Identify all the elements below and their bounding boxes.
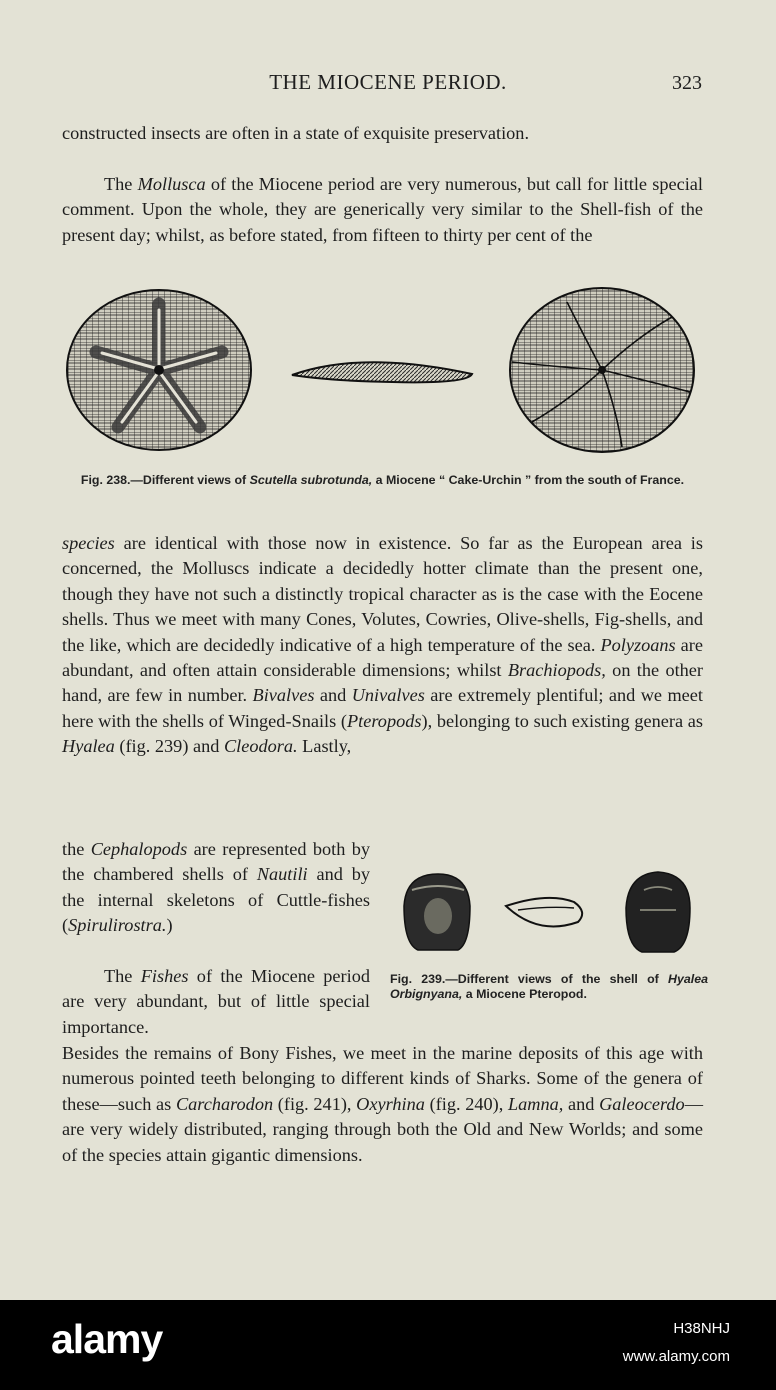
figure-238-scutella-views (62, 282, 707, 462)
alamy-logo: alamy (51, 1316, 163, 1362)
figure-239-caption: Fig. 239.—Different views of the shell of Hyalea Orbignyana, a Miocene Pteropod. (390, 972, 708, 1001)
paragraph-sharks: Besides the remains of Bony Fishes, we meet in the marine deposits of this age with numerous pointed teeth belonging to different kinds of Sharks. Some of the genera of these—such as Carcharodon (fig. 241), Oxyrhina (fig. 240), Lamna, and Galeocerdo—are very widely distributed, ranging through both the Old and New Worlds; and some of the species attain gigantic dimensions. (62, 1043, 703, 1165)
figure-238-caption: Fig. 238.—Different views of Scutella subrotunda, a Miocene “ Cake-Urchin ” from the south of France. (80, 473, 685, 487)
paragraph-fishes: The Fishes of the Miocene period are very abundant, but of little special importance. (62, 966, 370, 1037)
hyalea-side-view (506, 898, 582, 927)
paragraph-cephalopods: the Cephalopods are represented both by the chambered shells of Nautili and by the internal skeletons of Cuttle-fishes (Spirulirostra.) (62, 839, 370, 936)
paragraph-insects: constructed insects are often in a state of exquisite preservation. (62, 123, 530, 143)
page-number: 323 (672, 72, 702, 94)
watermark-url: www.alamy.com (622, 1348, 730, 1365)
scutella-bottom-view (510, 288, 694, 452)
paragraph-species: species are identical with those now in existence. So far as the European area is concerned, the Molluscs indicate a decidedly hotter climate than the present one, though they have not such a distinctly tropical character as is the case with the Eocene shells. Thus we meet with many Cones, Volutes, Cowries, Olive-shells, Fig-shells, and the like, which are decidedly indicative of a high temperature of the sea. Polyzoans are abundant, and often attain considerable dimensions; whilst Brachiopods, on the other hand, are few in number. Bivalves and Univalves are extremely plentiful; and we meet here with the shells of Winged-Snails (Pteropods), belonging to such existing genera as Hyalea (fig. 239) and Cleodora. Lastly, (62, 533, 704, 757)
image-id: H38NHJ (673, 1320, 730, 1337)
figure-239-hyalea-views (398, 866, 708, 958)
paragraph-mollusca: The Mollusca of the Miocene period are very numerous, but call for little special comment. Upon the whole, they are generically very similar to the Shell-fish of the present day; whilst, as before stated, from fifteen to thirty per cent of the (62, 174, 703, 245)
scutella-side-view (292, 362, 472, 382)
hyalea-front-view (404, 874, 470, 950)
running-header: THE MIOCENE PERIOD. (269, 70, 507, 94)
hyalea-back-view (626, 872, 690, 952)
scutella-top-view (67, 290, 251, 450)
